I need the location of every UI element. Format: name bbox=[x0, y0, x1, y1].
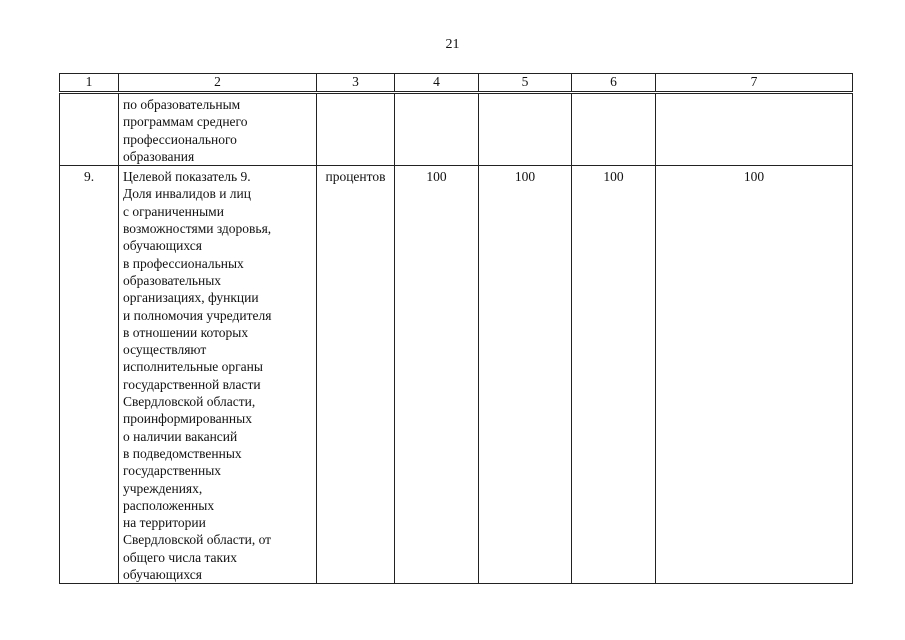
row-number-cell: 9. bbox=[60, 166, 119, 584]
table-header-row bbox=[60, 74, 853, 93]
value-cell-5 bbox=[479, 93, 572, 166]
page-number: 21 bbox=[445, 37, 460, 52]
value-cell-6 bbox=[572, 93, 656, 166]
header-cell-1: 1 bbox=[60, 74, 119, 93]
value-cell-4 bbox=[395, 93, 479, 166]
indicator-name-cell: Целевой показатель 9. Доля инвалидов и лиц с ограниченными возможностями здоровья, обучающихся в профессиональных образовательных организациях, функции и полномочия учредителя в отношении которых осуществляют исполнительные органы государственной власти Свердловской области, проинформированных о наличии вакансий в подведомственных государственных учреждениях, расположенных на территории Свердловской области, от общего числа таких обучающихся bbox=[119, 166, 317, 584]
header-cell-7: 7 bbox=[656, 74, 853, 93]
value-cell-5: 100 bbox=[479, 166, 572, 584]
unit-cell bbox=[317, 93, 395, 166]
table-row bbox=[60, 93, 853, 166]
header-cell-6: 6 bbox=[572, 74, 656, 93]
header-cell-5: 5 bbox=[479, 74, 572, 93]
indicator-table bbox=[59, 73, 853, 584]
header-cell-2: 2 bbox=[119, 74, 317, 93]
value-cell-7: 100 bbox=[656, 166, 853, 584]
indicator-name-cell: по образовательным программам среднего профессионального образования bbox=[119, 93, 317, 166]
value-cell-7 bbox=[656, 93, 853, 166]
header-cell-4: 4 bbox=[395, 74, 479, 93]
header-cell-3: 3 bbox=[317, 74, 395, 93]
table-row bbox=[60, 166, 853, 584]
unit-cell: процентов bbox=[317, 166, 395, 584]
value-cell-6: 100 bbox=[572, 166, 656, 584]
value-cell-4: 100 bbox=[395, 166, 479, 584]
row-number-cell bbox=[60, 93, 119, 166]
